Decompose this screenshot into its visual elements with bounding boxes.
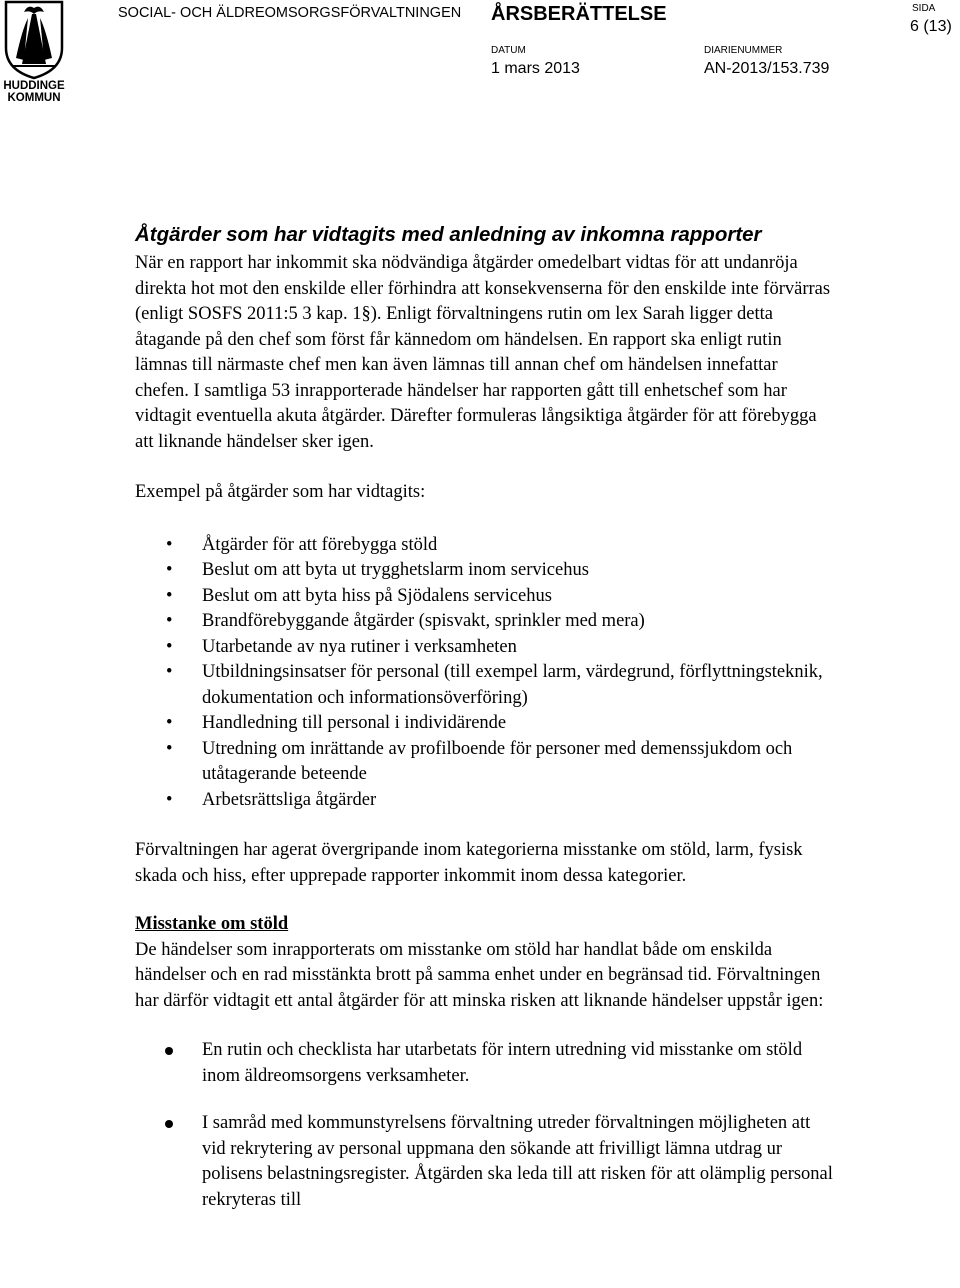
page-number: 6 (13) [910,18,952,35]
list-item-text: Handledning till personal i individärende [202,713,507,733]
list-item [135,558,835,584]
theft-measures-list [135,1038,835,1213]
section-heading: Åtgärder som har vidtagits med anledning av inkomna rapporter [135,223,762,246]
municipality-logo [2,0,66,110]
list-item-text: Utbildningsinsatser för personal (till exempel larm, värdegrund, förflyttningsteknik, dokumentation och informationsöverföring) [202,662,823,708]
list-item-text: I samråd med kommunstyrelsens förvaltning utreder förvaltningen möjligheten att vid rekrytering av personal uppmana den sökande att frivilligt lämna utdrag ur polisens belastningsregister. Åtgärden ska leda till att risken för att olämplig personal rekryteras till [202,1113,833,1210]
examples-list [135,533,835,814]
intro-paragraph: När en rapport har inkommit ska nödvändiga åtgärder omedelbart vidtas för att undanröja direkta hot mot den enskilde eller förhindra att konsekvenserna för den enskilde inte förvärras (enligt SOSFS 2011:5 3 kap. 1§). Enligt förvaltningens rutin om lex Sarah ligger detta åtagande på den chef som först får kännedom om händelsen. En rapport ska enligt rutin lämnas till närmaste chef men kan även lämnas till annan chef om händelsen innefattar chefen. I samtliga 53 inrapporterade händelser har rapporten gått till enhetschef som har vidtagit eventuella akuta åtgärder. Därefter formuleras långsiktiga åtgärder för att förebygga att liknande händelser sker igen. [135,253,831,452]
list-item-text: En rutin och checklista har utarbetats för intern utredning vid misstanke om stöld inom äldreomsorgens verksamheter. [202,1040,803,1086]
bullet-icon: • [166,713,173,733]
list-item [135,737,835,788]
document-type: ÅRSBERÄTTELSE [491,3,667,25]
list-item-text: Beslut om att byta hiss på Sjödalens servicehus [202,585,552,606]
organization-name: SOCIAL- OCH ÄLDREOMSORGSFÖRVALTNINGEN [118,5,462,21]
bullet-icon: • [166,560,173,580]
document-body [135,222,835,1235]
coat-of-arms-icon [2,0,66,80]
list-item [135,533,835,559]
logo-text [2,80,66,104]
list-item [135,1111,835,1213]
bullet-icon: • [166,585,173,606]
date-value: 1 mars 2013 [491,60,580,77]
list-item [135,660,835,711]
bullet-dot-icon [165,1120,173,1128]
registry-label: DIARIENUMMER [704,45,783,56]
bullet-icon: • [166,611,173,631]
bullet-icon: • [166,662,173,682]
list-item-text: Beslut om att byta ut trygghetslarm inom servicehus [202,560,589,580]
logo-text-line1: HUDDINGE [3,80,65,92]
date-label: DATUM [491,45,526,56]
list-item [135,1038,835,1089]
list-item [135,609,835,635]
bullet-icon: • [166,789,173,810]
overarching-paragraph: Förvaltningen har agerat övergripande inom kategorierna misstanke om stöld, larm, fysisk skada och hiss, efter upprepade rapporter inkommit inom dessa kategorier. [135,840,803,886]
logo-text-line2: KOMMUN [7,92,61,104]
list-item-text: Arbetsrättsliga åtgärder [202,789,377,810]
list-item-text: Utarbetande av nya rutiner i verksamheten [202,636,517,657]
bullet-dot-icon [165,1047,173,1055]
registry-number: AN-2013/153.739 [704,60,830,77]
theft-paragraph: De händelser som inrapporterats om misstanke om stöld har handlat både om enskilda händelser och en rad misstänkta brott på samma enhet under en begränsad tid. Förvaltningen har därför vidtagit ett antal åtgärder för att minska risken att liknande händelser uppstår igen: [135,939,824,1011]
examples-intro: Exempel på åtgärder som har vidtagits: [135,482,426,502]
list-item [135,711,835,737]
list-item [135,635,835,661]
list-item-text: Utredning om inrättande av profilboende för personer med demenssjukdom och utåtagerande beteende [202,738,793,784]
bullet-icon: • [166,636,173,657]
list-item-text: Åtgärder för att förebygga stöld [202,534,438,555]
list-item [135,788,835,814]
list-item [135,584,835,610]
bullet-icon: • [166,534,173,555]
page-label: SIDA [912,3,936,14]
bullet-icon: • [166,738,173,759]
list-item-text: Brandförebyggande åtgärder (spisvakt, sprinkler med mera) [202,611,645,631]
theft-heading: Misstanke om stöld [135,914,289,934]
